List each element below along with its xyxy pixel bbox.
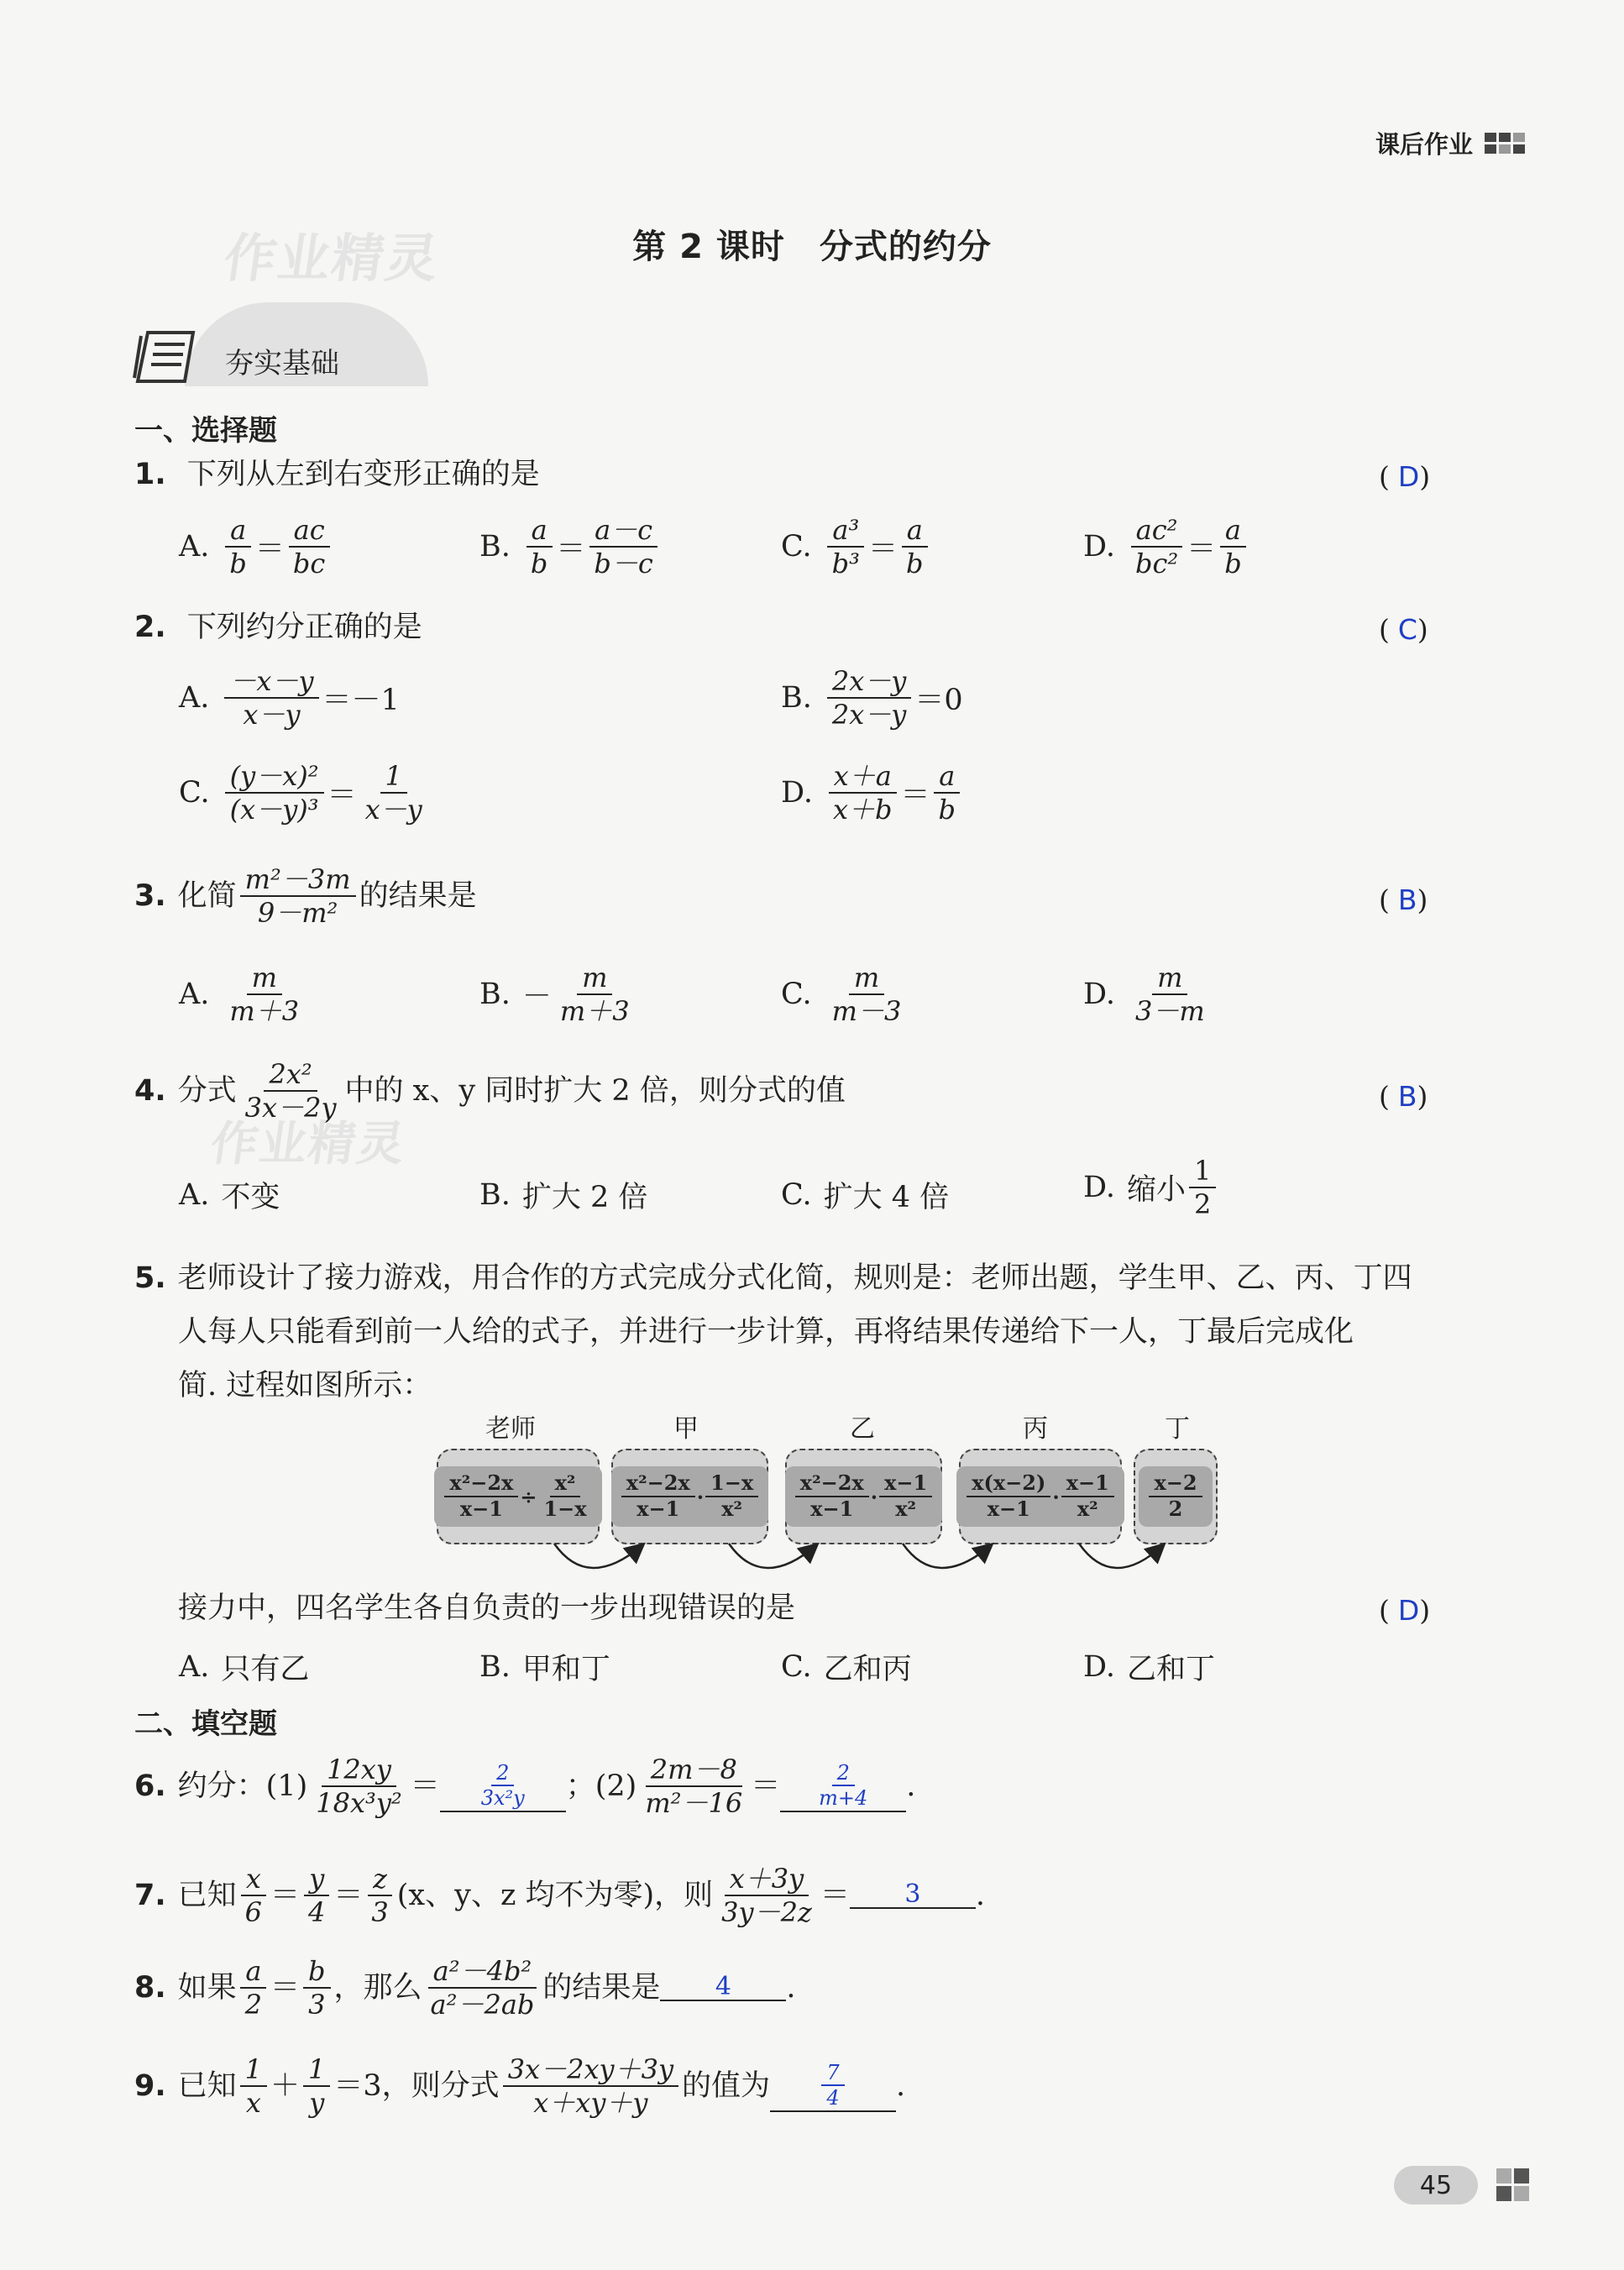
q9-number: 9. (134, 2068, 166, 2103)
section-badge (126, 302, 428, 386)
q3-option-d: D. $\frac{m}{3-m}$ (1083, 962, 1205, 1028)
q4-option-a: A. 不变 (179, 1178, 280, 1214)
arrow-2 (729, 1544, 816, 1568)
q2-number: 2. (134, 611, 166, 644)
q5-answer-bracket: (D) (1379, 1594, 1439, 1627)
relay-box-ding: $\frac{x-2}{2}$ (1134, 1449, 1218, 1544)
q6-blank-2[interactable]: $\frac{2}{m+4}$ (780, 1761, 906, 1813)
watermark: 作业精灵 (220, 228, 444, 289)
q3-answer: B (1397, 883, 1417, 916)
label-yi: 乙 (850, 1414, 875, 1444)
q1-option-c: C. $\frac{\text{a³}}{\text{b³}}$ ＝ $\frac{a}{b}$ (781, 514, 931, 580)
q4-option-c: C. 扩大 4 倍 (781, 1178, 950, 1214)
q9-blank[interactable]: $\frac{7}{4}$ (770, 2061, 896, 2113)
label-bing: 丙 (1023, 1414, 1048, 1444)
watermark-2: 作业精灵 (207, 1117, 410, 1172)
header-blocks-icon (1485, 133, 1525, 154)
q1-number: 1. (134, 458, 166, 491)
label-jia: 甲 (673, 1414, 699, 1444)
q6-stem: 6. 约分：(1) $\frac{12xy}{\text{18x³y²}}$ ＝ $\frac{2}{\text{3x²y}}$ ；(2) $\frac{2m-8}{\text{m²－16}}$ ＝ $\frac{2}{m+4}$ . (134, 1754, 916, 1820)
header-label: 课后作业 (1375, 130, 1473, 159)
q2-text: 下列约分正确的是 (186, 611, 422, 644)
q3-option-c: C. $\frac{m}{m-3}$ (781, 962, 902, 1028)
q2-answer: C (1397, 613, 1417, 646)
q6-number: 6. (134, 1769, 166, 1803)
relay-box-jia: $\frac{\text{x²−2x}}{x-1}$ · $\frac{1-x}{\text{x²}}$ (611, 1449, 768, 1544)
q8-stem: 8. 如果 $\frac{a}{2}$ ＝ $\frac{b}{3}$ ，那么 $\frac{\text{a²－4b²}}{\text{a²－2ab}}$ 的结果是 4 . (134, 1955, 796, 2021)
q4-answer: B (1397, 1080, 1417, 1113)
q5-option-c: C. 乙和丙 (781, 1650, 912, 1686)
q5-option-d: D. 乙和丁 (1083, 1650, 1215, 1686)
q9-stem: 9. 已知 $\frac{1}{x}$ ＋ $\frac{1}{y}$ ＝3，则分式 $\frac{3x-2xy+3y}{x+xy+y}$ 的值为 $\frac{7}{4}$ . (134, 2053, 906, 2120)
q8-blank[interactable]: 4 (660, 1974, 786, 2001)
arrow-3 (903, 1544, 991, 1568)
page-title: 第 2 课时 分式的约分 (632, 228, 992, 266)
notebook-icon (131, 328, 198, 386)
q2-option-b: B. $\frac{2x-y}{2x-y}$ ＝0 (781, 665, 963, 731)
relay-box-yi: $\frac{\text{x²−2x}}{x-1}$ · $\frac{x-1}{\text{x²}}$ (785, 1449, 942, 1544)
q2-option-a: A. $\frac{-x-y}{x-y}$ ＝－1 (179, 665, 400, 731)
q5-stem: 5. 老师设计了接力游戏，用合作的方式完成分式化简，规则是：老师出题，学生甲、乙、丙、丁四 人每人只能看到前一人给的式子，并进行一步计算，再将结果传递给下一人，丁最后完成化 简. 过程如图所示： (134, 1261, 1412, 1402)
q3-stem: 3. 化简 $\frac{\text{m²－3m}}{\text{9－m²}}$ 的结果是 (134, 863, 477, 930)
q2-answer-bracket: (C) (1379, 613, 1437, 646)
q2-stem (134, 613, 422, 642)
q2-option-c: C. $\frac{\text{(y－x)²}}{\text{(x－y)³}}$ ＝ $\frac{1}{x-y}$ (179, 760, 422, 826)
q1-answer: D (1397, 460, 1420, 493)
q1-answer-bracket: (D) (1379, 460, 1439, 493)
q4-option-b: B. 扩大 2 倍 (479, 1178, 648, 1214)
q5-question: 接力中，四名学生各自负责的一步出现错误的是 (178, 1591, 796, 1625)
q6-blank-1[interactable]: $\frac{2}{\text{3x²y}}$ (440, 1761, 566, 1813)
relay-box-bing: $\frac{x(x-2)}{x-1}$ · $\frac{x-1}{\text{x²}}$ (959, 1449, 1122, 1544)
q1-option-d: D. $\frac{\text{ac²}}{\text{bc²}}$ ＝ $\frac{a}{b}$ (1083, 514, 1250, 580)
arrow-1 (554, 1544, 642, 1568)
q5-answer: D (1397, 1594, 1420, 1627)
footer-blocks-icon (1496, 2168, 1529, 2201)
q1-stem (134, 460, 540, 490)
q1-option-b: B. $\frac{a}{b}$ ＝ $\frac{a-c}{b-c}$ (479, 514, 662, 580)
q3-option-b: B. － $\frac{m}{m+3}$ (479, 962, 630, 1028)
part2-heading: 二、填空题 (134, 1707, 277, 1741)
q2-option-d: D. $\frac{x+a}{x+b}$ ＝ $\frac{a}{b}$ (781, 760, 964, 826)
page-header (1375, 126, 1525, 160)
arrow-4 (1079, 1544, 1163, 1568)
q3-number: 3. (134, 878, 166, 913)
q5-number: 5. (134, 1261, 166, 1295)
label-ding: 丁 (1165, 1414, 1190, 1444)
q1-text: 下列从左到右变形正确的是 (186, 458, 540, 491)
q7-stem: 7. 已知 $\frac{x}{6}$ ＝ $\frac{y}{4}$ ＝ $\frac{z}{3}$ (x、y、z 均不为零)，则 $\frac{x+3y}{3y-2z}$ ＝ 3 . (134, 1863, 985, 1929)
q3-option-a: A. $\frac{m}{m+3}$ (179, 962, 300, 1028)
q4-number: 4. (134, 1073, 166, 1108)
relay-box-teacher: $\frac{\text{x²−2x}}{x-1}$ ÷ $\frac{\text{x²}}{1-x}$ (437, 1449, 600, 1544)
q5-option-a: A. 只有乙 (179, 1650, 310, 1686)
page-number: 45 (1394, 2166, 1478, 2204)
q1-option-a: A. $\frac{a}{b}$ ＝ $\frac{ac}{bc}$ (179, 514, 333, 580)
label-teacher: 老师 (485, 1414, 536, 1444)
q4-answer-bracket: (B) (1379, 1080, 1437, 1113)
q4-option-d: D. 缩小 $\frac{1}{2}$ (1083, 1155, 1219, 1221)
q7-blank[interactable]: 3 (850, 1882, 976, 1909)
relay-arrows (0, 1528, 1624, 1596)
section-label: 夯实基础 (225, 347, 339, 380)
q8-number: 8. (134, 1970, 166, 2005)
q7-number: 7. (134, 1878, 166, 1912)
q4-stem: 4. 分式 $\frac{\text{2x²}}{3x-2y}$ 中的 x、y 同时扩大 2 倍，则分式的值 (134, 1058, 846, 1125)
q3-answer-bracket: (B) (1379, 883, 1437, 916)
part1-heading: 一、选择题 (134, 414, 277, 448)
q5-option-b: B. 甲和丁 (479, 1650, 610, 1686)
